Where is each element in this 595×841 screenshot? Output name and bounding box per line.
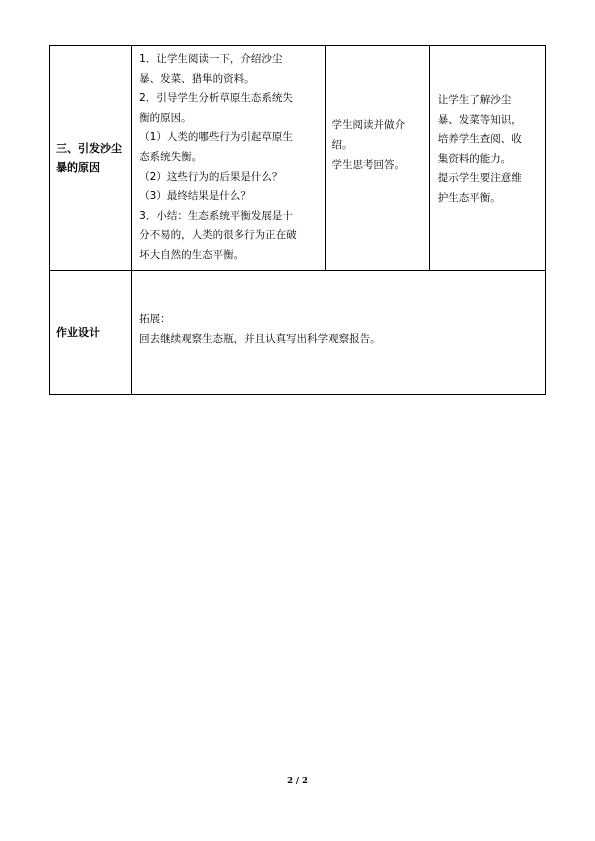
homework-heading: 作业设计 xyxy=(56,325,100,339)
teacher-step-line: 分不易的，人类的很多行为正在破 xyxy=(139,229,297,242)
design-purpose-line: 集资料的能力。 xyxy=(437,152,512,165)
section-heading-cell xyxy=(50,46,132,271)
section-heading-line1: 三、引发沙尘 xyxy=(56,141,122,155)
teacher-step-line: 1．让学生阅读一下，介绍沙尘 xyxy=(139,53,283,65)
design-purpose-line: 培养学生查阅、收 xyxy=(437,133,522,146)
teacher-step-line: （2）这些行为的后果是什么？ xyxy=(139,170,283,183)
homework-line: 回去继续观察生态瓶，并且认真写出科学观察报告。 xyxy=(139,333,381,346)
design-purpose-line: 护生态平衡。 xyxy=(437,191,501,204)
table-row-causes xyxy=(50,46,546,271)
lesson-plan-table xyxy=(49,45,546,395)
student-activity-cell xyxy=(325,46,429,271)
design-purpose-line: 让学生了解沙尘 xyxy=(437,93,512,106)
design-purpose-line: 提示学生要注意维 xyxy=(437,172,522,185)
teacher-step-line: 态系统失衡。 xyxy=(139,150,203,163)
teacher-step-line: （3）最终结果是什么？ xyxy=(139,190,251,203)
teacher-step-line: 暴、发菜、猎隼的资料。 xyxy=(139,72,255,85)
section-heading-line2: 暴的原因 xyxy=(56,160,100,174)
homework-heading-cell xyxy=(50,270,132,394)
homework-line: 拓展： xyxy=(139,313,171,326)
student-activity-line: 学生思考回答。 xyxy=(331,158,406,171)
teacher-step-line: 坏大自然的生态平衡。 xyxy=(139,248,245,261)
page-number: 2 / 2 xyxy=(287,776,308,786)
student-activity-line: 绍。 xyxy=(331,138,353,151)
design-purpose-line: 暴、发菜等知识， xyxy=(437,113,522,126)
teacher-step-line: 3．小结：生态系统平衡发展是十 xyxy=(139,209,293,222)
table-row-homework xyxy=(50,270,546,394)
design-purpose-cell xyxy=(429,46,545,271)
homework-content-cell xyxy=(132,270,546,394)
teacher-step-line: 衡的原因。 xyxy=(139,111,192,124)
teacher-step-line: （1）人类的哪些行为引起草原生 xyxy=(139,131,293,144)
teacher-steps-cell xyxy=(132,46,325,271)
teacher-step-line: 2．引导学生分析草原生态系统失 xyxy=(139,92,293,105)
student-activity-line: 学生阅读并做介 xyxy=(331,119,406,132)
